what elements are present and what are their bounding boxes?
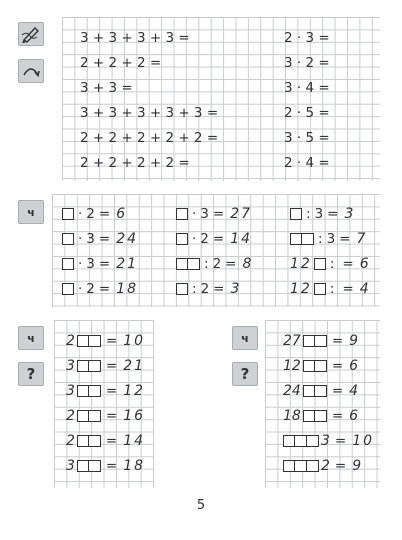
blank-box-group bbox=[62, 258, 74, 270]
blank-box[interactable] bbox=[77, 460, 89, 472]
blank-box[interactable] bbox=[62, 233, 74, 245]
operator: : bbox=[204, 256, 209, 272]
answer: 21 bbox=[123, 358, 146, 374]
blank-box-group bbox=[290, 233, 314, 245]
s4-equation bbox=[283, 356, 360, 376]
blank-box-group bbox=[314, 258, 326, 270]
equation-text: 2 + 2 + 2 + 2 + 2 = bbox=[80, 130, 219, 146]
equals: = bbox=[212, 231, 225, 247]
answer: 4 bbox=[349, 383, 361, 399]
answer: 27 bbox=[230, 206, 253, 222]
s1-right-row bbox=[284, 153, 330, 173]
s4-equation bbox=[283, 456, 363, 476]
ch-badge-3 bbox=[232, 326, 258, 350]
s1-right-row bbox=[284, 53, 330, 73]
s2-equation bbox=[176, 279, 241, 299]
s3-equation bbox=[66, 381, 145, 401]
question-badge-1 bbox=[18, 362, 44, 386]
lead-number: 2 bbox=[66, 433, 75, 449]
s2-equation bbox=[62, 204, 127, 224]
blank-box[interactable] bbox=[283, 435, 295, 447]
blank-box[interactable] bbox=[89, 410, 101, 422]
equals: = bbox=[98, 231, 111, 247]
blank-box[interactable] bbox=[302, 233, 314, 245]
page-number: 5 bbox=[196, 498, 206, 513]
s1-left-row bbox=[80, 53, 161, 73]
blank-box[interactable] bbox=[62, 283, 74, 295]
equals: = bbox=[225, 256, 237, 272]
s2-equation bbox=[290, 279, 371, 299]
operand: 2 bbox=[212, 256, 222, 272]
lead-number: 2 bbox=[66, 408, 75, 424]
blank-box[interactable] bbox=[89, 435, 101, 447]
equals: = bbox=[334, 458, 347, 474]
blank-box[interactable] bbox=[315, 385, 327, 397]
equals: = bbox=[212, 206, 225, 222]
blank-box-group bbox=[176, 283, 188, 295]
equation-text: 3 + 3 + 3 + 3 = bbox=[80, 30, 190, 46]
s1-right-row bbox=[284, 128, 330, 148]
blank-box[interactable] bbox=[303, 335, 315, 347]
blank-box[interactable] bbox=[62, 208, 74, 220]
s1-left-row bbox=[80, 153, 190, 173]
blank-box-group bbox=[303, 360, 327, 372]
equals: = bbox=[213, 281, 225, 297]
lead-number: 3 bbox=[66, 458, 75, 474]
question-badge-label: ? bbox=[26, 365, 36, 383]
answer: 10 bbox=[123, 333, 146, 349]
s1-right-row bbox=[284, 103, 330, 123]
equals: = bbox=[98, 281, 111, 297]
blank-box-group bbox=[77, 460, 101, 472]
operator: · bbox=[78, 281, 83, 297]
blank-box[interactable] bbox=[176, 283, 188, 295]
answer: 18 bbox=[123, 458, 146, 474]
s2-equation bbox=[62, 229, 138, 249]
lead-number: 12 bbox=[290, 256, 312, 272]
blank-box[interactable] bbox=[303, 410, 315, 422]
blank-box[interactable] bbox=[295, 460, 307, 472]
s4-equation bbox=[283, 431, 374, 451]
equation-text: 3 + 3 + 3 + 3 + 3 = bbox=[80, 105, 219, 121]
blank-box[interactable] bbox=[176, 208, 188, 220]
operand: 2 bbox=[86, 206, 95, 222]
blank-box[interactable] bbox=[89, 460, 101, 472]
blank-box[interactable] bbox=[290, 208, 302, 220]
blank-box[interactable] bbox=[303, 360, 315, 372]
blank-box[interactable] bbox=[315, 410, 327, 422]
answer: 10 bbox=[352, 433, 375, 449]
s2-equation bbox=[62, 254, 138, 274]
s2-equation bbox=[290, 254, 371, 274]
lead-number: 27 bbox=[283, 333, 301, 349]
equals: = bbox=[98, 256, 111, 272]
blank-box-group bbox=[283, 460, 319, 472]
operator: : bbox=[329, 281, 335, 297]
answer: 6 bbox=[349, 408, 361, 424]
answer: 9 bbox=[352, 458, 364, 474]
s1-left-row bbox=[80, 28, 190, 48]
blank-box[interactable] bbox=[77, 435, 89, 447]
blank-box-group bbox=[176, 258, 200, 270]
operator: : bbox=[329, 256, 335, 272]
operator: · bbox=[192, 231, 197, 247]
s3-equation bbox=[66, 356, 145, 376]
operand: 2 bbox=[86, 281, 95, 297]
answer: 3 bbox=[230, 281, 242, 297]
s4-equation bbox=[283, 331, 360, 351]
blank-box-group bbox=[77, 385, 101, 397]
lead-number: 12 bbox=[290, 281, 312, 297]
operator: · bbox=[78, 256, 83, 272]
s2-equation bbox=[62, 279, 138, 299]
answer: 18 bbox=[116, 281, 139, 297]
operator: : bbox=[192, 281, 197, 297]
blank-box-group bbox=[283, 435, 319, 447]
blank-box[interactable] bbox=[176, 233, 188, 245]
s1-left-row bbox=[80, 128, 218, 148]
answer: 12 bbox=[123, 383, 146, 399]
s2-equation bbox=[176, 204, 252, 224]
ch-badge-2 bbox=[18, 326, 44, 350]
answer: 7 bbox=[356, 231, 368, 247]
blank-box-group bbox=[303, 335, 327, 347]
blank-box[interactable] bbox=[303, 385, 315, 397]
blank-box-group bbox=[303, 410, 327, 422]
answer: 16 bbox=[123, 408, 146, 424]
blank-box[interactable] bbox=[188, 258, 200, 270]
operator: : bbox=[318, 231, 323, 247]
blank-box-group bbox=[77, 435, 101, 447]
s3-equation bbox=[66, 456, 145, 476]
equals: = bbox=[331, 358, 344, 374]
blank-box-group bbox=[176, 233, 188, 245]
lead-number: 3 bbox=[66, 358, 75, 374]
arrow-graphic bbox=[21, 63, 41, 79]
s3-equation bbox=[66, 331, 145, 351]
operand: 3 bbox=[200, 206, 209, 222]
equation-text: 3 · 4 = bbox=[284, 80, 330, 96]
blank-box[interactable] bbox=[62, 258, 74, 270]
blank-box[interactable] bbox=[307, 460, 319, 472]
equation-text: 2 · 4 = bbox=[284, 155, 330, 171]
answer: 6 bbox=[349, 358, 361, 374]
s2-equation bbox=[176, 229, 252, 249]
equation-text: 2 · 5 = bbox=[284, 105, 330, 121]
answer: 14 bbox=[230, 231, 253, 247]
blank-box-group bbox=[62, 283, 74, 295]
answer: 24 bbox=[116, 231, 139, 247]
answer: 21 bbox=[116, 256, 139, 272]
equals: = bbox=[331, 333, 344, 349]
arrow-curve-icon bbox=[18, 59, 44, 83]
answer: 4 bbox=[359, 281, 371, 297]
equation-text: 3 · 2 = bbox=[284, 55, 330, 71]
blank-box[interactable] bbox=[314, 258, 326, 270]
s1-left-row bbox=[80, 78, 133, 98]
s1-right-row bbox=[284, 28, 330, 48]
equals: = bbox=[339, 231, 351, 247]
equation-text: 3 + 3 = bbox=[80, 80, 133, 96]
s1-left-row bbox=[80, 103, 218, 123]
blank-box[interactable] bbox=[89, 385, 101, 397]
blank-box[interactable] bbox=[77, 335, 89, 347]
lead-number: 3 bbox=[66, 383, 75, 399]
operand: 2 bbox=[200, 281, 210, 297]
operand: 3 bbox=[326, 231, 336, 247]
equals: = bbox=[98, 206, 111, 222]
operand: 3 bbox=[86, 231, 95, 247]
blank-box[interactable] bbox=[77, 410, 89, 422]
lead-number: 24 bbox=[283, 383, 301, 399]
blank-box-group bbox=[176, 208, 188, 220]
s2-equation bbox=[290, 204, 355, 224]
equation-text: 2 + 2 + 2 = bbox=[80, 55, 162, 71]
tail-digit: 2 bbox=[321, 458, 330, 474]
blank-box[interactable] bbox=[77, 360, 89, 372]
ch-badge-label: ч bbox=[27, 205, 35, 219]
answer: 3 bbox=[344, 206, 356, 222]
s2-equation bbox=[290, 229, 367, 249]
equals: = bbox=[331, 408, 344, 424]
answer: 6 bbox=[116, 206, 128, 222]
blank-box-group bbox=[77, 360, 101, 372]
answer: 14 bbox=[123, 433, 146, 449]
s4-equation bbox=[283, 381, 360, 401]
s3-equation bbox=[66, 431, 145, 451]
question-badge-2 bbox=[232, 362, 258, 386]
ch-badge-label: ч bbox=[241, 331, 249, 345]
s3-equation bbox=[66, 406, 145, 426]
question-badge-label: ? bbox=[240, 365, 250, 383]
equals: = bbox=[342, 281, 354, 297]
operator: · bbox=[192, 206, 197, 222]
write-icon bbox=[18, 22, 44, 46]
equals: = bbox=[327, 206, 339, 222]
blank-box[interactable] bbox=[77, 385, 89, 397]
blank-box[interactable] bbox=[290, 233, 302, 245]
equals: = bbox=[342, 256, 354, 272]
equals: = bbox=[105, 383, 118, 399]
blank-box-group bbox=[314, 283, 326, 295]
answer: 9 bbox=[349, 333, 361, 349]
equals: = bbox=[105, 408, 118, 424]
equation-text: 3 · 5 = bbox=[284, 130, 330, 146]
equals: = bbox=[331, 383, 344, 399]
blank-box[interactable] bbox=[295, 435, 307, 447]
answer: 8 bbox=[242, 256, 254, 272]
operator: : bbox=[306, 206, 311, 222]
equals: = bbox=[105, 433, 118, 449]
operator: · bbox=[78, 206, 83, 222]
blank-box[interactable] bbox=[89, 335, 101, 347]
equation-text: 2 · 3 = bbox=[284, 30, 330, 46]
s2-equation bbox=[176, 254, 253, 274]
answer: 6 bbox=[359, 256, 371, 272]
equation-text: 2 + 2 + 2 + 2 = bbox=[80, 155, 190, 171]
blank-box[interactable] bbox=[89, 360, 101, 372]
lead-number: 18 bbox=[283, 408, 301, 424]
blank-box[interactable] bbox=[315, 360, 327, 372]
equals: = bbox=[105, 333, 118, 349]
equals: = bbox=[334, 433, 347, 449]
operator: · bbox=[78, 231, 83, 247]
operand: 2 bbox=[200, 231, 209, 247]
blank-box[interactable] bbox=[307, 435, 319, 447]
equals: = bbox=[105, 358, 118, 374]
ch-badge-label: ч bbox=[27, 331, 35, 345]
s1-right-row bbox=[284, 78, 330, 98]
blank-box[interactable] bbox=[314, 283, 326, 295]
blank-box-group bbox=[62, 208, 74, 220]
ch-badge-1 bbox=[18, 200, 44, 224]
operand: 3 bbox=[86, 256, 95, 272]
blank-box-group bbox=[303, 385, 327, 397]
lead-number: 2 bbox=[66, 333, 75, 349]
tail-digit: 3 bbox=[321, 433, 330, 449]
blank-box[interactable] bbox=[283, 460, 295, 472]
operand: 3 bbox=[314, 206, 324, 222]
blank-box-group bbox=[77, 410, 101, 422]
s4-equation bbox=[283, 406, 360, 426]
equals: = bbox=[105, 458, 118, 474]
lead-number: 12 bbox=[283, 358, 301, 374]
blank-box-group bbox=[77, 335, 101, 347]
blank-box[interactable] bbox=[176, 258, 188, 270]
blank-box[interactable] bbox=[315, 335, 327, 347]
blank-box-group bbox=[62, 233, 74, 245]
blank-box-group bbox=[290, 208, 302, 220]
pencil-graphic bbox=[21, 25, 41, 43]
